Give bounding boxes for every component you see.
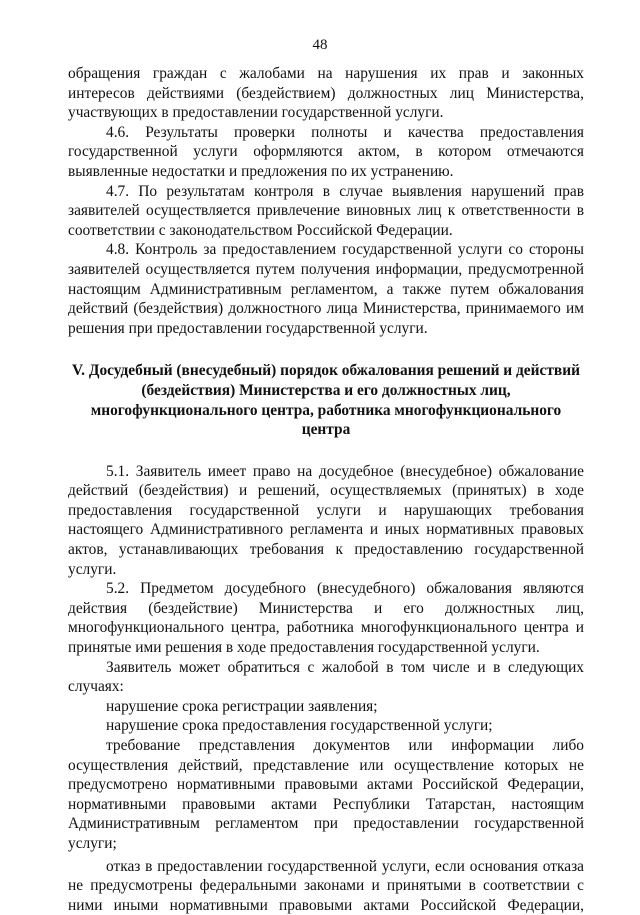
text-line: государственной услуги оформляются актом, в котором отмечаются: [68, 143, 584, 161]
text-line: 4.8. Контроль за предоставлением государственной услуги со стороны: [106, 241, 584, 259]
text-line: участвующих в предоставлении государственной услуги.: [68, 104, 444, 122]
text-line: случаях:: [68, 678, 124, 696]
text-line: обращения граждан с жалобами на нарушения их прав и законных: [68, 65, 584, 82]
text-line: заявителей осуществляется привлечение виновных лиц к ответственности в: [68, 202, 584, 220]
text-line: не предусмотрены федеральными законами и принятыми в соответствии с: [68, 877, 584, 895]
text-line: отказ в предоставлении государственной услуги, если основания отказа: [106, 857, 584, 875]
section-heading: [68, 361, 584, 439]
text-line: многофункционального центра, работника многофункционального центра и: [68, 619, 584, 637]
text-line: нарушение срока предоставления государственной услуги;: [106, 717, 493, 735]
text-line: 5.1. Заявитель имеет право на досудебное (внесудебное) обжалование: [106, 462, 584, 480]
text-line: 5.2. Предметом досудебного (внесудебного) обжалования являются: [106, 580, 584, 598]
text-line: нарушение срока регистрации заявления;: [106, 697, 378, 715]
heading-line: (бездействия) Министерства и его должностных лиц,: [141, 381, 511, 399]
page-number: 48: [312, 37, 328, 53]
paragraph-5-1: [68, 462, 584, 580]
paragraph: [68, 64, 584, 123]
list-item: [68, 857, 584, 915]
text-line: ними иными нормативными правовыми актами Российской Федерации,: [68, 896, 584, 914]
text-line: настоящего Административного регламента и иных нормативных правовых: [68, 521, 584, 539]
list-item: [68, 736, 584, 854]
heading-line: многофункционального центра, работника многофункционального: [90, 401, 562, 419]
text-line: предоставления государственной услуги и нарушающих требования: [68, 501, 584, 519]
text-line: интересов действиями (бездействием) должностных лиц Министерства,: [68, 84, 584, 102]
paragraph-4-6: [68, 123, 584, 182]
heading-line: V. Досудебный (внесудебный) порядок обжалования решений и действий: [72, 362, 580, 380]
list-item: [68, 697, 584, 717]
text-line: требование представления документов или информации либо: [106, 737, 584, 754]
paragraph-5-2: [68, 579, 584, 657]
text-line: действий (бездействия) и решений, осуществляемых (принятых) в ходе: [68, 482, 584, 500]
text-line: услуги.: [68, 560, 117, 578]
list-item: [68, 716, 584, 736]
paragraph-4-7: [68, 182, 584, 241]
text-line: принятые ими решения в ходе предоставления государственной услуги.: [68, 639, 540, 657]
text-line: предусмотрено нормативными правовыми актами Российской Федерации,: [68, 776, 584, 794]
text-line: действий (бездействия) должностного лица Министерства, принимаемого им: [68, 300, 584, 318]
text-line: настоящим Административным регламентом, а также путем обжалования: [68, 280, 584, 298]
text-line: осуществления действий, представление или осуществление которых не: [68, 756, 584, 774]
text-line: 4.6. Результаты проверки полноты и качества предоставления: [106, 123, 584, 141]
text-line: решения при предоставлении государственной услуги.: [68, 319, 428, 337]
text-line: 4.7. По результатам контроля в случае выявления нарушений прав: [106, 182, 584, 200]
paragraph-4-8: [68, 240, 584, 338]
paragraph-cases-intro: [68, 658, 584, 697]
text-line: Заявитель может обратиться с жалобой в том числе и в следующих: [106, 658, 584, 676]
text-line: нормативными правовыми актами Республики Татарстан, настоящим: [68, 795, 584, 813]
text-line: заявителей осуществляется путем получения информации, предусмотренной: [68, 260, 584, 278]
text-line: действия (бездействие) Министерства и его должностных лиц,: [68, 599, 584, 617]
heading-line: центра: [301, 421, 351, 439]
text-line: выявленные недостатки и предложения по их устранению.: [68, 162, 454, 180]
section-4-continuation: [68, 64, 584, 915]
text-line: соответствии с законодательством Российской Федерации.: [68, 221, 453, 239]
text-line: услуги;: [68, 834, 117, 852]
text-line: Административным регламентом при предоставлении государственной: [68, 815, 584, 833]
text-line: актов, устанавливающих требования к предоставлению государственной: [68, 541, 584, 559]
